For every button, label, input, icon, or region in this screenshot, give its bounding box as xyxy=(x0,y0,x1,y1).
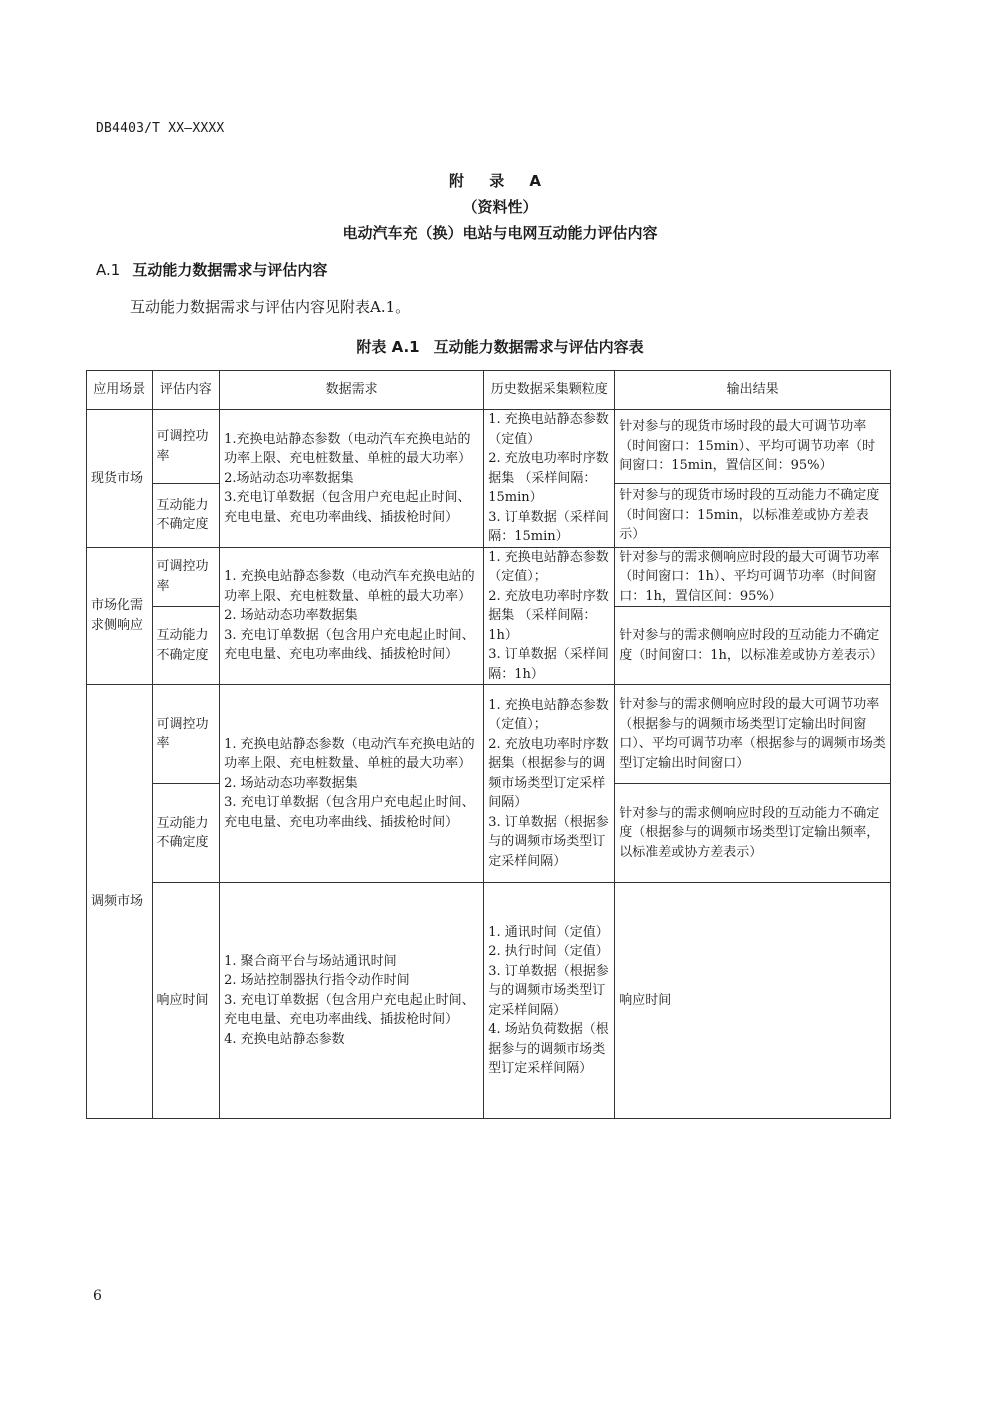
intro-paragraph: 互动能力数据需求与评估内容见附表A.1。 xyxy=(130,298,411,316)
table-row xyxy=(87,410,891,484)
list-item: 2. 充放电功率时序数据集 （采样间隔：1h） xyxy=(488,588,609,643)
list-item: 1. 充换电站静态参数（电动汽车充换电站的功率上限、充电桩数量、单桩的最大功率） xyxy=(224,569,475,604)
page-number: 6 xyxy=(93,1288,102,1304)
appendix-title: 附 录 A xyxy=(448,172,552,190)
data-need-cell xyxy=(220,410,484,548)
table-row xyxy=(87,883,891,1119)
header-scenario: 应用场景 xyxy=(87,371,153,410)
list-item: 2. 充放电功率时序数据集（根据参与的调频市场类型订定采样间隔） xyxy=(488,736,609,811)
list-item: 2. 执行时间（定值） xyxy=(488,944,609,959)
list-item: 3. 充电订单数据（包含用户充电起止时间、充电电量、充电功率曲线、插拔枪时间） xyxy=(224,795,475,830)
list-item: 3. 订单数据（采样间隔：1h） xyxy=(488,647,609,682)
output-cell: 针对参与的现货市场时段的最大可调节功率（时间窗口：15min）、平均可调节功率（时间窗口：15min，置信区间：95%） xyxy=(615,410,891,484)
output-cell: 针对参与的需求侧响应时段的最大可调节功率（根据参与的调频市场类型订定输出时间窗口）、平均可调节功率（根据参与的调频市场类型订定输出时间窗口） xyxy=(615,685,891,784)
granularity-cell xyxy=(484,685,615,883)
output-cell: 针对参与的现货市场时段的互动能力不确定度（时间窗口：15min，以标准差或协方差表示） xyxy=(615,484,891,547)
section-title: 互动能力数据需求与评估内容 xyxy=(132,261,328,279)
data-need-cell xyxy=(220,547,484,685)
granularity-cell xyxy=(484,410,615,548)
output-cell: 响应时间 xyxy=(615,883,891,1119)
content-cell: 可调控功率 xyxy=(152,685,220,784)
list-item: 3.充电订单数据（包含用户充电起止时间、充电电量、充电功率曲线、插拔枪时间） xyxy=(224,490,471,525)
evaluation-table xyxy=(86,370,891,1119)
granularity-cell xyxy=(484,547,615,685)
section-number: A.1 xyxy=(96,261,121,279)
list-item: 1. 充换电站静态参数（定值） xyxy=(488,412,609,447)
header-data-need: 数据需求 xyxy=(220,371,484,410)
table-caption xyxy=(0,336,1000,357)
header-content: 评估内容 xyxy=(152,371,220,410)
scenario-cell: 现货市场 xyxy=(87,410,153,548)
content-cell: 互动能力不确定度 xyxy=(152,607,220,685)
appendix-note: （资料性） xyxy=(462,198,538,216)
list-item: 3. 充电订单数据（包含用户充电起止时间、充电电量、充电功率曲线、插拔枪时间） xyxy=(224,627,475,662)
section-heading xyxy=(96,259,327,280)
output-cell: 针对参与的需求侧响应时段的最大可调节功率（时间窗口：1h）、平均可调节功率（时间窗口：1h，置信区间：95%） xyxy=(615,547,891,607)
table-row xyxy=(87,685,891,784)
list-item: 1.充换电站静态参数（电动汽车充换电站的功率上限、充电桩数量、单桩的最大功率） xyxy=(224,431,472,466)
scenario-cell: 调频市场 xyxy=(87,685,153,1119)
list-item: 2.场站动态功率数据集 xyxy=(224,470,354,486)
list-item: 1. 聚合商平台与场站通讯时间 xyxy=(224,953,397,969)
list-item: 1. 充换电站静态参数（电动汽车充换电站的功率上限、充电桩数量、单桩的最大功率） xyxy=(224,736,475,772)
table-caption-title: 互动能力数据需求与评估内容表 xyxy=(433,338,644,356)
list-item: 3. 订单数据（根据参与的调频市场类型订定采样间隔） xyxy=(488,814,609,869)
list-item: 3. 充电订单数据（包含用户充电起止时间、充电电量、充电功率曲线、插拔枪时间） xyxy=(224,992,475,1028)
content-cell: 互动能力不确定度 xyxy=(152,784,220,883)
output-cell: 针对参与的需求侧响应时段的互动能力不确定度（根据参与的调频市场类型订定输出频率，以标准差或协方差表示） xyxy=(615,784,891,883)
data-need-cell xyxy=(220,883,484,1119)
content-cell: 可调控功率 xyxy=(152,547,220,607)
list-item: 3. 订单数据（采样间隔：15min） xyxy=(488,509,609,544)
content-cell: 可调控功率 xyxy=(152,410,220,484)
appendix-heading xyxy=(0,168,1000,246)
output-cell: 针对参与的需求侧响应时段的互动能力不确定度（时间窗口：1h，以标准差或协方差表示） xyxy=(615,607,891,685)
table-header-row xyxy=(87,371,891,410)
list-item: 4. 场站负荷数据（根据参与的调频市场类型订定采样间隔） xyxy=(488,1022,609,1076)
content-cell: 互动能力不确定度 xyxy=(152,484,220,547)
table-row xyxy=(87,547,891,607)
document-code: DB4403/T XX—XXXX xyxy=(96,121,225,136)
scenario-cell: 市场化需求侧响应 xyxy=(87,547,153,685)
appendix-name: 电动汽车充（换）电站与电网互动能力评估内容 xyxy=(342,224,658,242)
header-granularity: 历史数据采集颗粒度 xyxy=(484,371,615,410)
granularity-cell xyxy=(484,883,615,1119)
list-item: 2. 场站动态功率数据集 xyxy=(224,775,358,791)
list-item: 4. 充换电站静态参数 xyxy=(224,1031,345,1047)
header-output: 输出结果 xyxy=(615,371,891,410)
list-item: 1. 充换电站静态参数（定值）； xyxy=(488,549,609,584)
list-item: 1. 充换电站静态参数（定值）； xyxy=(488,697,609,733)
data-need-cell xyxy=(220,685,484,883)
content-cell: 响应时间 xyxy=(152,883,220,1119)
list-item: 3. 订单数据（根据参与的调频市场类型订定采样间隔） xyxy=(488,963,609,1018)
list-item: 2. 充放电功率时序数据集 （采样间隔：15min） xyxy=(488,451,609,505)
list-item: 2. 场站动态功率数据集 xyxy=(224,608,358,623)
list-item: 1. 通讯时间（定值） xyxy=(488,924,609,940)
table-caption-number: 附表 A.1 xyxy=(356,338,420,356)
list-item: 2. 场站控制器执行指令动作时间 xyxy=(224,973,410,989)
